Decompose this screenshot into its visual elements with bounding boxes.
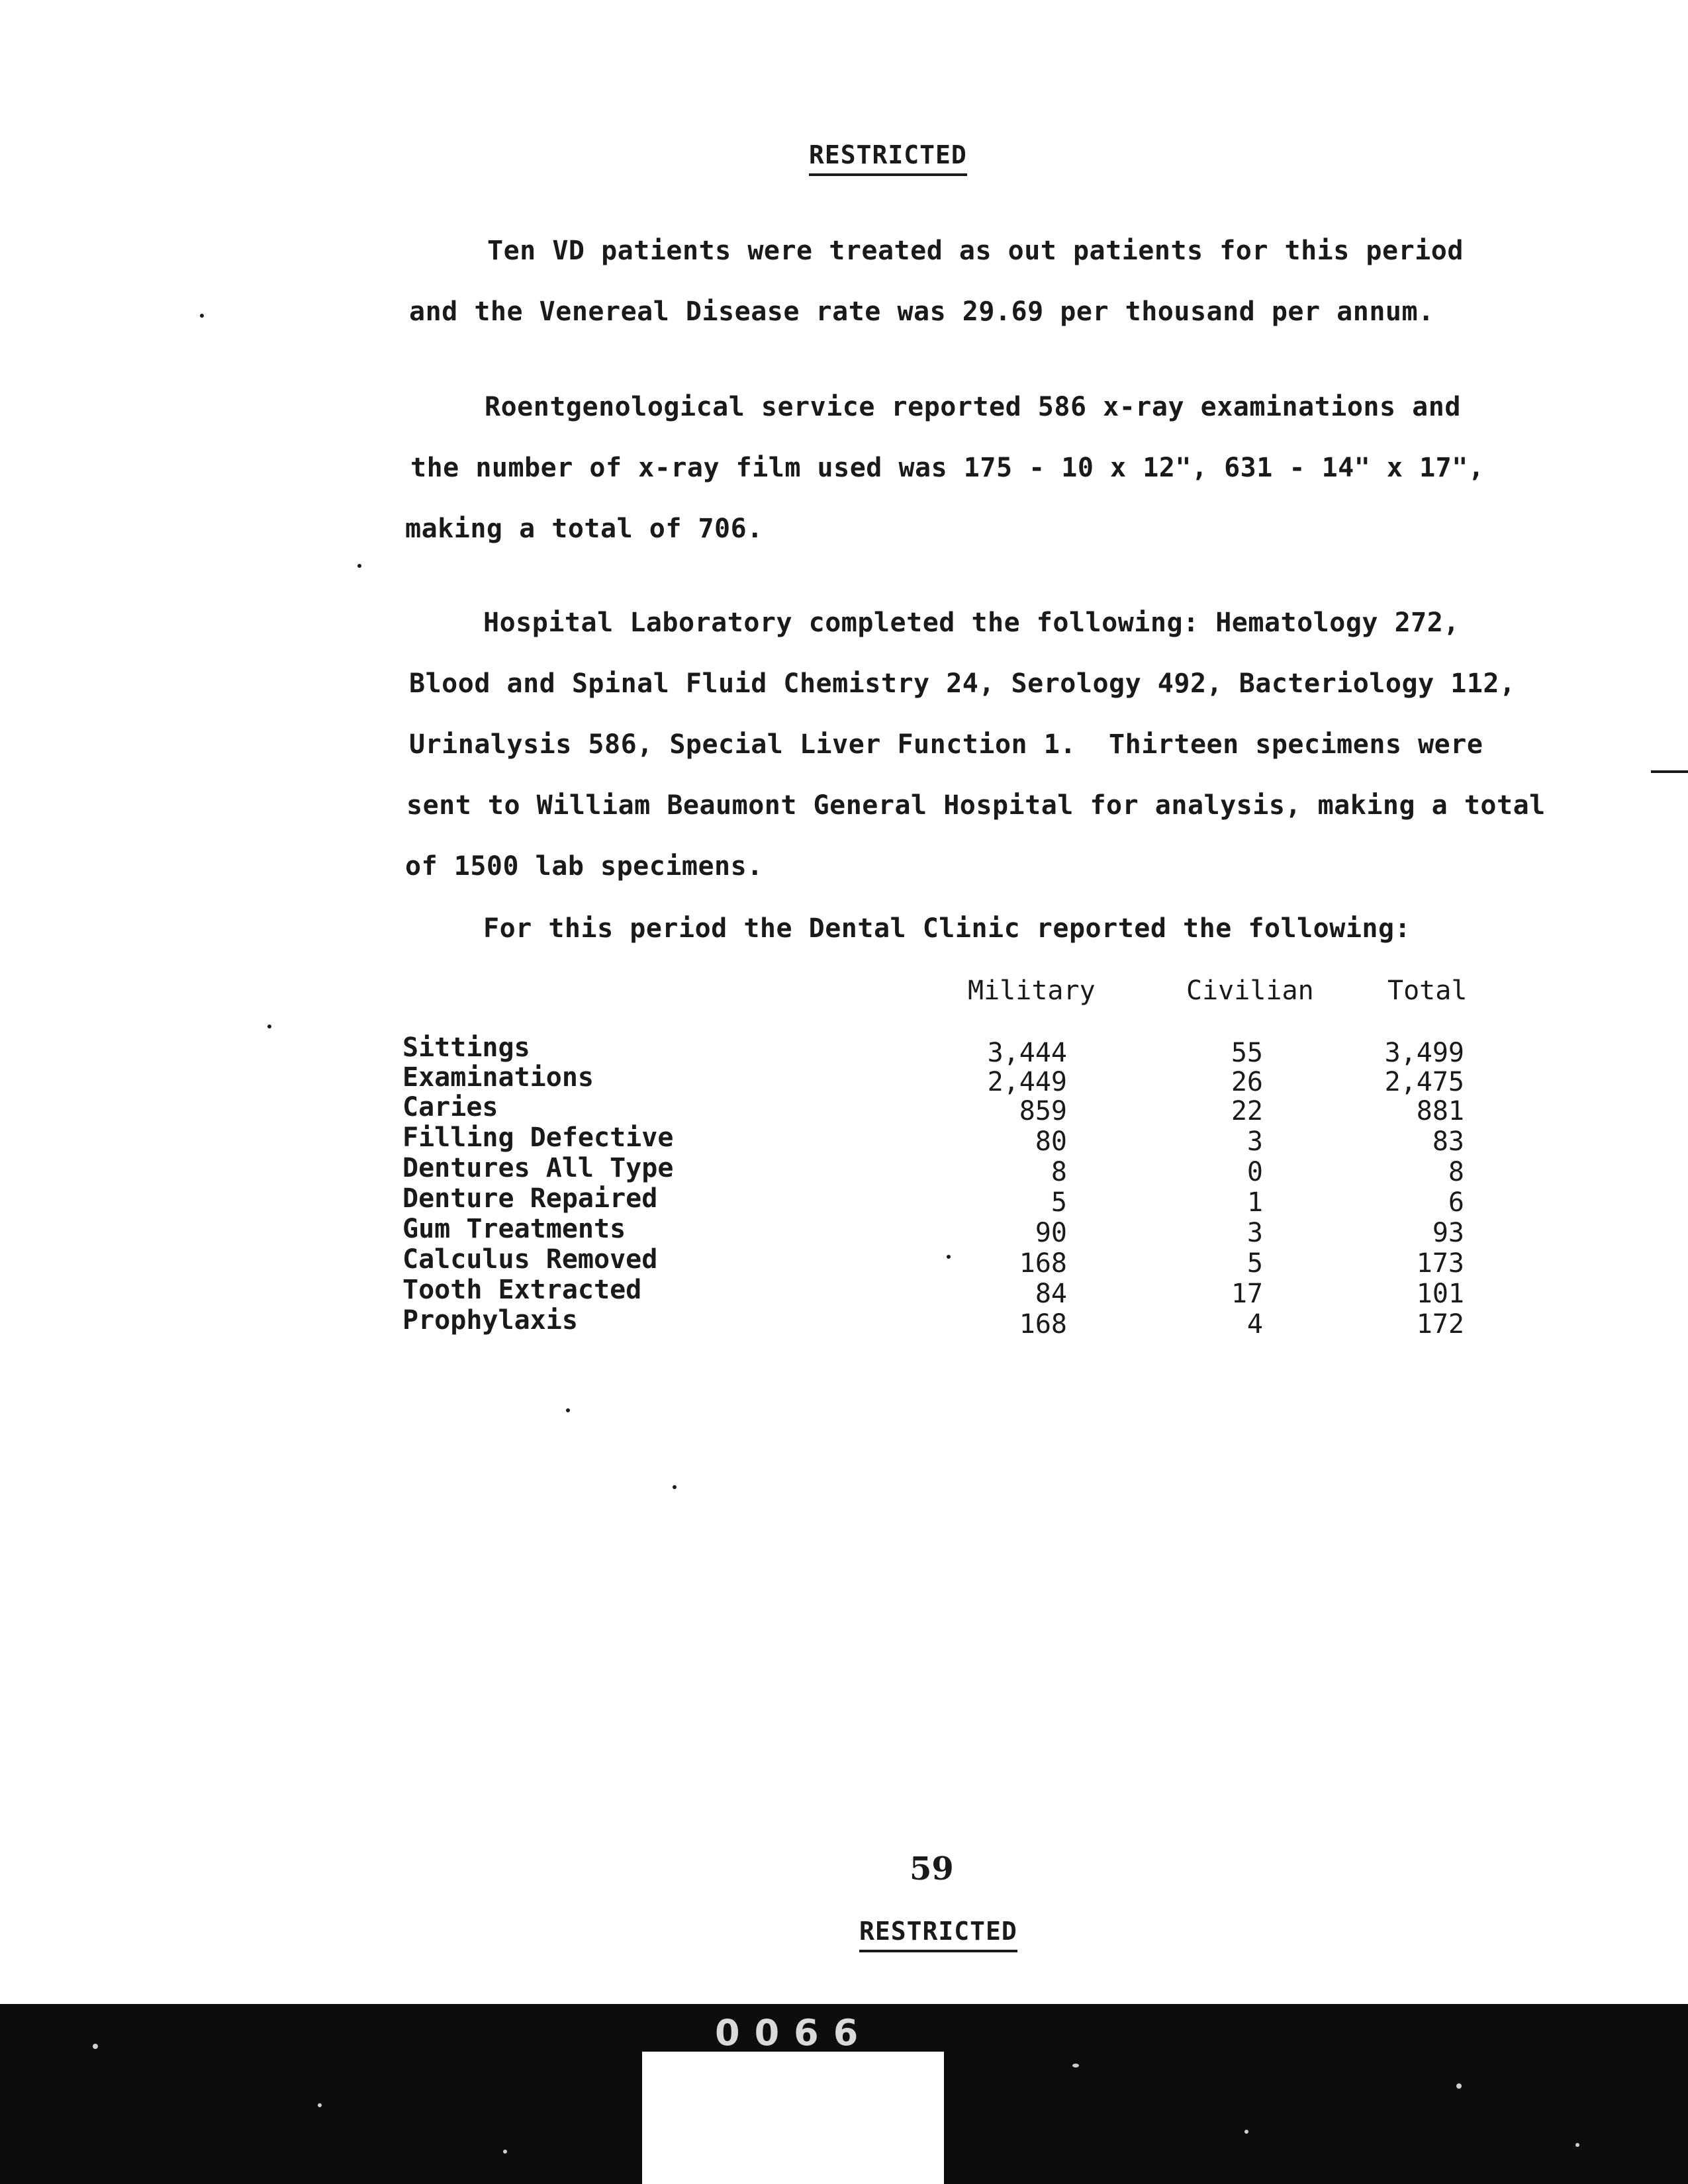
column-header-total: Total xyxy=(1387,976,1468,1006)
stray-speck xyxy=(947,1255,951,1259)
military-value: 84 xyxy=(1035,1279,1067,1309)
row-label: Tooth Extracted xyxy=(402,1275,642,1305)
film-frame-code: 0066 xyxy=(715,2012,873,2054)
military-value: 859 xyxy=(1019,1096,1067,1126)
total-value: 172 xyxy=(1416,1309,1464,1340)
page-number: 59 xyxy=(910,1850,954,1888)
military-value: 8 xyxy=(1051,1157,1067,1187)
marking-underline xyxy=(859,1950,1017,1952)
film-speck xyxy=(93,2044,98,2049)
paragraph-line: of 1500 lab specimens. xyxy=(405,851,763,882)
military-value: 168 xyxy=(1019,1248,1067,1279)
paragraph-line: Urinalysis 586, Special Liver Function 1. Thirteen specimens were xyxy=(409,729,1483,760)
column-header-military: Military xyxy=(968,976,1096,1006)
civilian-value: 17 xyxy=(1231,1279,1263,1309)
security-marking-top xyxy=(809,140,967,176)
total-value: 173 xyxy=(1416,1248,1464,1279)
row-label: Gum Treatments xyxy=(402,1214,626,1244)
paragraph-line: the number of x-ray film used was 175 - 10 x 12", 631 - 14" x 17", xyxy=(410,453,1485,483)
civilian-value: 55 xyxy=(1231,1038,1263,1068)
row-label: Dentures All Type xyxy=(402,1153,674,1183)
stray-speck xyxy=(673,1485,677,1489)
row-label: Calculus Removed xyxy=(402,1244,658,1275)
row-label: Denture Repaired xyxy=(402,1183,658,1214)
film-speck xyxy=(503,2150,507,2154)
civilian-value: 5 xyxy=(1246,1248,1263,1279)
total-value: 3,499 xyxy=(1384,1038,1464,1068)
stray-speck xyxy=(357,564,361,568)
military-value: 2,449 xyxy=(987,1067,1067,1097)
security-marking-bottom xyxy=(859,1917,1017,1952)
security-marking-text: RESTRICTED xyxy=(809,140,967,169)
civilian-value: 1 xyxy=(1246,1187,1263,1218)
total-value: 881 xyxy=(1416,1096,1464,1126)
total-value: 6 xyxy=(1448,1187,1464,1218)
marking-underline xyxy=(809,173,967,176)
military-value: 168 xyxy=(1019,1309,1067,1340)
paragraph-line: Blood and Spinal Fluid Chemistry 24, Serology 492, Bacteriology 112, xyxy=(409,668,1516,699)
paragraph-line: Hospital Laboratory completed the following: Hematology 272, xyxy=(483,608,1460,638)
total-value: 101 xyxy=(1416,1279,1464,1309)
paragraph-line: sent to William Beaumont General Hospital for analysis, making a total xyxy=(406,790,1546,821)
film-speck xyxy=(318,2103,322,2107)
edge-mark xyxy=(1651,770,1688,773)
total-value: 83 xyxy=(1432,1126,1464,1157)
paragraph-line: Roentgenological service reported 586 x-ray examinations and xyxy=(485,392,1461,422)
row-label: Prophylaxis xyxy=(402,1305,578,1336)
military-value: 80 xyxy=(1035,1126,1067,1157)
row-label: Caries xyxy=(402,1092,498,1122)
total-value: 8 xyxy=(1448,1157,1464,1187)
film-speck xyxy=(1456,2083,1462,2089)
civilian-value: 3 xyxy=(1246,1126,1263,1157)
row-label: Sittings xyxy=(402,1032,530,1063)
security-marking-text: RESTRICTED xyxy=(859,1917,1017,1946)
paragraph-line: and the Venereal Disease rate was 29.69 per thousand per annum. xyxy=(409,296,1434,327)
paragraph-line: making a total of 706. xyxy=(405,514,763,544)
stray-speck xyxy=(200,314,204,318)
film-speck xyxy=(1072,2064,1079,2068)
total-value: 93 xyxy=(1432,1218,1464,1248)
military-value: 5 xyxy=(1051,1187,1067,1218)
civilian-value: 4 xyxy=(1246,1309,1263,1340)
civilian-value: 22 xyxy=(1231,1096,1263,1126)
stray-speck xyxy=(566,1408,570,1412)
film-speck xyxy=(1575,2143,1579,2147)
paragraph-line: Ten VD patients were treated as out patients for this period xyxy=(487,236,1464,266)
civilian-value: 0 xyxy=(1246,1157,1263,1187)
total-value: 2,475 xyxy=(1384,1067,1464,1097)
row-label: Examinations xyxy=(402,1062,594,1093)
column-header-civilian: Civilian xyxy=(1186,976,1314,1006)
military-value: 3,444 xyxy=(987,1038,1067,1068)
film-speck xyxy=(1244,2130,1248,2134)
stray-speck xyxy=(267,1024,271,1028)
paragraph-line: For this period the Dental Clinic reported the following: xyxy=(483,913,1411,944)
civilian-value: 3 xyxy=(1246,1218,1263,1248)
row-label: Filling Defective xyxy=(402,1122,674,1153)
civilian-value: 26 xyxy=(1231,1067,1263,1097)
military-value: 90 xyxy=(1035,1218,1067,1248)
microfilm-window xyxy=(642,2052,944,2184)
